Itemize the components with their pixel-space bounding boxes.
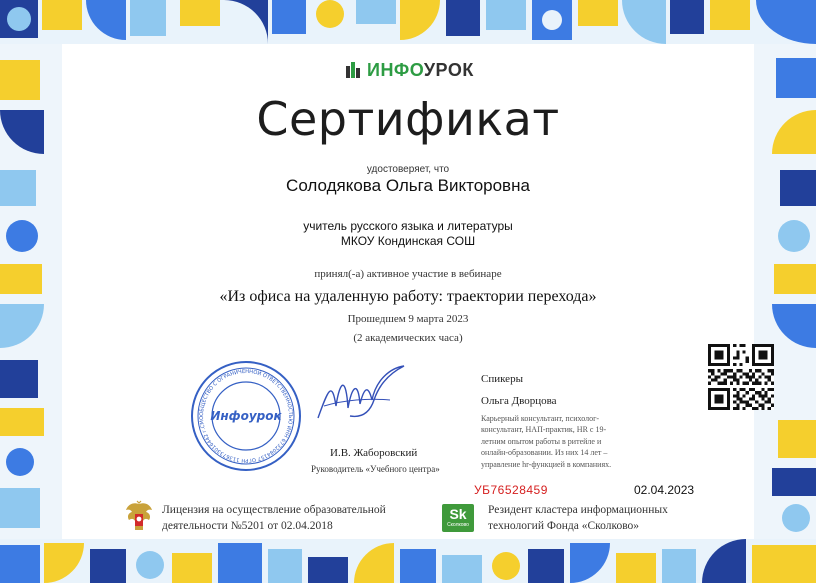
seal-ring-text: ОБЩЕСТВО С ОГРАНИЧЕННОЙ ОТВЕТСТВЕННОСТЬЮ ИНН 6732084157 ОГРН 1136733016442 г.СМО bbox=[198, 368, 294, 464]
speaker-name: Ольга Дворцова bbox=[481, 395, 557, 407]
certificate-number: УБ76528459 bbox=[474, 483, 548, 497]
speaker-desc-line: консультант, НАП-практик, HR с 19- bbox=[481, 425, 607, 435]
skolkovo-logo-text: Sk bbox=[449, 506, 467, 522]
infourok-logo bbox=[346, 60, 474, 81]
skolkovo-line: технологий Фонда «Сколково» bbox=[488, 520, 640, 532]
skolkovo-logo-sub: Сколково bbox=[447, 522, 469, 528]
speaker-description bbox=[481, 413, 641, 470]
participation-text: принял(-а) активное участие в вебинаре bbox=[314, 268, 502, 280]
issue-date: 02.04.2023 bbox=[634, 483, 695, 497]
hours-text: (2 академических часа) bbox=[353, 332, 463, 344]
director-signature bbox=[310, 360, 410, 430]
certifies-text: удостоверяет, что bbox=[366, 164, 450, 175]
license-text bbox=[162, 502, 386, 534]
speaker-desc-line: онлайн-образовании. Из них 14 лет – bbox=[481, 448, 608, 458]
recipient-name: Солодякова Ольга Викторовна bbox=[286, 176, 530, 195]
speaker-desc-line: Карьерный консультант, психолог- bbox=[481, 414, 600, 423]
logo-text-urok: УРОК bbox=[423, 60, 474, 80]
director-role: Руководитель «Учебного центра» bbox=[311, 464, 440, 474]
company-seal bbox=[190, 360, 302, 472]
skolkovo-logo bbox=[442, 504, 474, 532]
skolkovo-line: Резидент кластера информационных bbox=[488, 504, 668, 516]
speakers-heading: Спикеры bbox=[481, 373, 523, 385]
logo-text-info: ИНФО bbox=[367, 60, 424, 80]
license-line: Лицензия на осуществление образовательной bbox=[162, 504, 386, 516]
recipient-school: МКОУ Кондинская СОШ bbox=[340, 234, 476, 248]
recipient-position: учитель русского языка и литературы bbox=[303, 219, 513, 233]
certificate-title: Сертификат bbox=[256, 92, 560, 146]
held-date-text: Прошедшем 9 марта 2023 bbox=[347, 313, 469, 325]
seal-center-text: Инфоурок bbox=[210, 409, 282, 423]
speaker-desc-line: управление hr-функцией в компаниях. bbox=[481, 459, 612, 469]
qr-code bbox=[708, 344, 774, 410]
russian-emblem-icon bbox=[124, 500, 154, 536]
skolkovo-resident-text bbox=[488, 502, 668, 534]
license-line: деятельности №5201 от 02.04.2018 bbox=[162, 520, 333, 532]
webinar-title: «Из офиса на удаленную работу: траектории перехода» bbox=[219, 288, 597, 305]
infourok-logo-icon bbox=[346, 62, 364, 78]
speaker-desc-line: летним опытом работы в ритейле и bbox=[481, 436, 602, 446]
director-name: И.В. Жаборовский bbox=[330, 447, 418, 459]
